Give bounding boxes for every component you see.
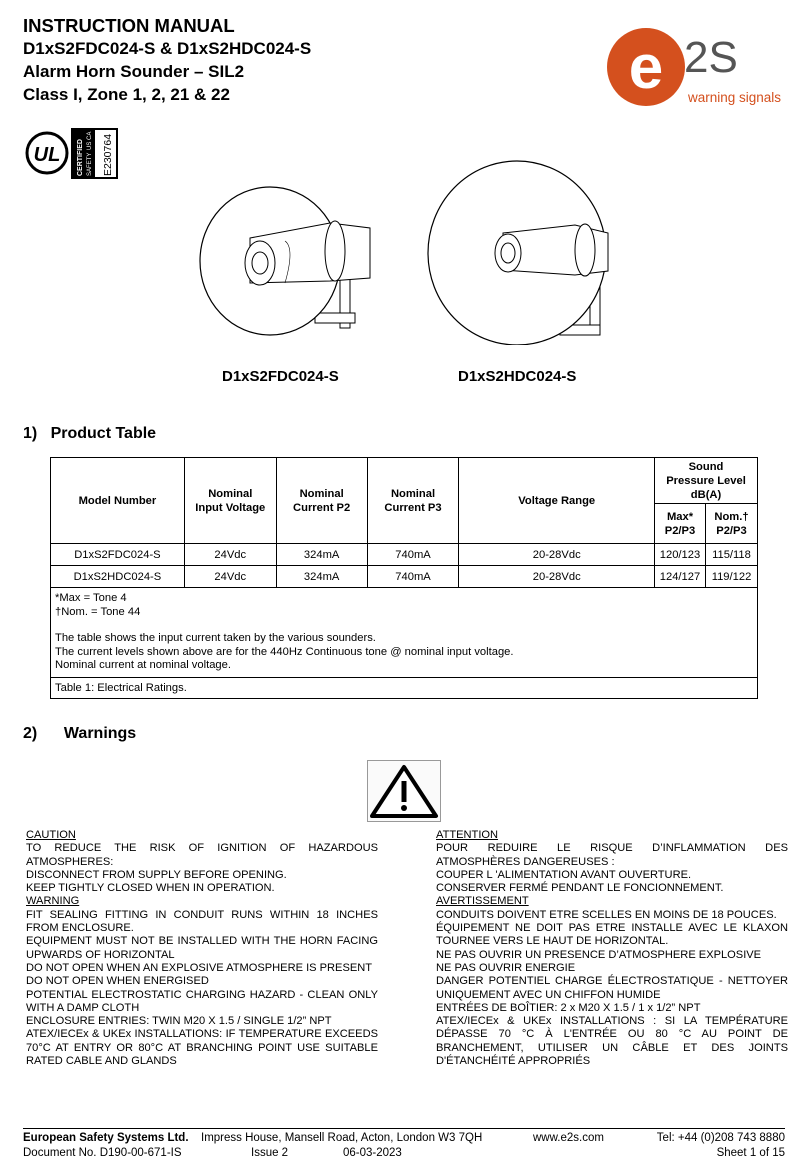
logo-mark: e (628, 33, 664, 102)
document-header (23, 14, 311, 106)
footer-web[interactable]: www.e2s.com (533, 1132, 604, 1144)
caution-heading: CAUTION (26, 829, 76, 841)
footer-address: Impress House, Mansell Road, Acton, London W3 7QH (201, 1132, 483, 1144)
header-max: Max* P2/P3 (655, 504, 706, 544)
attention-heading: ATTENTION (436, 829, 499, 841)
footer-phone: Tel: +44 (0)208 743 8880 (656, 1132, 785, 1144)
page-footer (23, 1128, 785, 1161)
table-caption: Table 1: Electrical Ratings. (51, 677, 758, 698)
ul-mark-text: UL (33, 144, 61, 166)
header-spl: Sound Pressure Level dB(A) (655, 458, 758, 504)
product-image-hdc (425, 155, 615, 345)
table-row: D1xS2HDC024-S 24Vdc 324mA 740mA 20-28Vdc 124/127 119/122 (51, 566, 758, 588)
svg-text:CERTIFIED: CERTIFIED (77, 139, 84, 176)
ul-certified-mark (25, 125, 120, 182)
footer-company: European Safety Systems Ltd. (23, 1132, 189, 1144)
logo-tagline: warning signals (688, 90, 782, 105)
table-row: D1xS2FDC024-S 24Vdc 324mA 740mA 20-28Vdc 120/123 115/118 (51, 544, 758, 566)
header-nom: Nom.† P2/P3 (705, 504, 757, 544)
header-voltage: Nominal Input Voltage (184, 458, 276, 544)
footer-issue: Issue 2 (251, 1147, 289, 1159)
product-table (50, 457, 758, 699)
warning-triangle-icon (367, 760, 441, 822)
footer-date: 06-03-2023 (343, 1147, 402, 1159)
warnings-french: ATTENTION POUR REDUIRE LE RISQUE D’INFLAMMATION DES ATMOSPHÈRES DANGEREUSES : COUPER L 'ALIMENTATION AVANT OUVERTURE. CONSERVER FERMÉ PENDANT LE FONCIONNEMENT. AVERTISSEMENT CONDUITS DOIVENT ETRE SCELLES EN MOINS DE 18 POUCES. ÉQUIPEMENT NE DOIT PAS ETRE INSTALLE AVEC LE KLAXON TOURNEE VERS LE HAUT DE HORIZONTAL. NE PAS OUVRIR UN PRESENCE D’ATMOSPHERE EXPLOSIVE NE PAS OUVRIR ENERGIE DANGER POTENTIEL CHARGE ÉLECTROSTATIQUE - NETTOYER UNIQUEMENT AVEC UN CHIFFON HUMIDE ENTRÉES DE BOÎTIER: 2 x M20 X 1.5 / 1 x 1/2” NPT ATEX/IECEx & UKEx INSTALLATIONS : SI LA TEMPÉRATURE DÉPASSE 70 °C À L'ENTRÉE OU 80 °C AU POINT DE BRANCHEMENT, UTILISER UN CÂBLE ET DES JOINTS D'ÉTANCHÉITÉ APPROPRIÉS (436, 829, 788, 1068)
svg-text:US CA: US CA (87, 131, 93, 150)
product-caption-hdc: D1xS2HDC024-S (458, 368, 577, 385)
header-model: Model Number (51, 458, 185, 544)
header-current-p3: Nominal Current P3 (367, 458, 459, 544)
section-warnings: 2) Warnings (23, 725, 137, 742)
header-voltage-range: Voltage Range (459, 458, 655, 544)
section-product-table: 1) Product Table (23, 425, 157, 442)
product-caption-fdc: D1xS2FDC024-S (222, 368, 339, 385)
table-notes: *Max = Tone 4 †Nom. = Tone 44 The table shows the input current taken by the various sounders. The current levels shown above are for the 440Hz Continuous tone @ nominal input voltage. Nominal current at nominal voltage. (51, 588, 758, 678)
avertissement-heading: AVERTISSEMENT (436, 895, 529, 908)
model-title: D1xS2FDC024-S & D1xS2HDC024-S (23, 39, 312, 58)
warning-heading: WARNING (26, 895, 80, 908)
svg-text:E230764: E230764 (102, 133, 114, 176)
manual-title: INSTRUCTION MANUAL (23, 15, 235, 36)
svg-text:SAFETY: SAFETY (87, 152, 93, 176)
footer-sheet: Sheet 1 of 15 (716, 1147, 785, 1159)
classification-title: Class I, Zone 1, 2, 21 & 22 (23, 85, 230, 104)
header-current-p2: Nominal Current P2 (276, 458, 367, 544)
warnings-english: CAUTION TO REDUCE THE RISK OF IGNITION OF HAZARDOUS ATMOSPHERES: DISCONNECT FROM SUPPLY BEFORE OPENING. KEEP TIGHTLY CLOSED WHEN IN OPERATION. WARNING FIT SEALING FITTING IN CONDUIT RUNS WITHIN 18 INCHES FROM ENCLOSURE. EQUIPMENT MUST NOT BE INSTALLED WITH THE HORN FACING UPWARDS OF HORIZONTAL DO NOT OPEN WHEN AN EXPLOSIVE ATMOSPHERE IS PRESENT DO NOT OPEN WHEN ENERGISED POTENTIAL ELECTROSTATIC CHARGING HAZARD - CLEAN ONLY WITH A DAMP CLOTH ENCLOSURE ENTRIES: TWIN M20 X 1.5 / SINGLE 1/2” NPT ATEX/IECEx & UKEx INSTALLATIONS: IF TEMPERATURE EXCEEDS 70°C AT ENTRY OR 80°C AT BRANCHING POINT USE SUITABLE RATED CABLE AND GLANDS (26, 829, 378, 1068)
e2s-logo (606, 22, 786, 112)
product-title: Alarm Horn Sounder – SIL2 (23, 62, 245, 81)
product-image-fdc (195, 183, 385, 338)
logo-text: 2S (684, 33, 738, 82)
footer-document-number: Document No. D190-00-671-IS (23, 1147, 182, 1159)
